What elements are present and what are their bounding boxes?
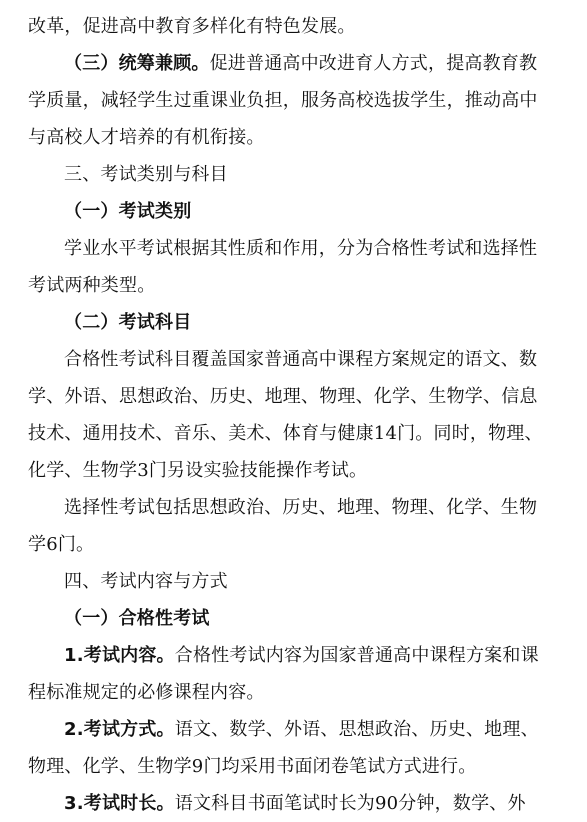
line-lead: （二）考试科目 [64, 312, 192, 333]
line-text: 语文、数学、外语、思想政治、历史、地理、 [174, 719, 539, 740]
line-text: 与高校人才培养的有机衔接。 [28, 127, 265, 148]
subsection-heading [28, 304, 580, 341]
paragraph-line [28, 674, 580, 711]
paragraph-line [28, 45, 580, 82]
line-lead: （一）合格性考试 [64, 608, 210, 629]
subsection-heading [28, 193, 580, 230]
paragraph-line [28, 785, 580, 822]
line-lead: 2.考试方式。 [64, 719, 175, 740]
line-text: 学、外语、思想政治、历史、地理、物理、化学、生物学、信息 [28, 386, 538, 407]
line-text: 促进普通高中改进育人方式，提高教育教 [209, 53, 538, 74]
section-heading [28, 563, 580, 600]
line-text: 语文科目书面笔试时长为90分钟，数学、外 [174, 793, 526, 814]
line-text: 物理、化学、生物学9门均采用书面闭卷笔试方式进行。 [28, 756, 477, 777]
paragraph-line [28, 378, 580, 415]
line-text: 合格性考试内容为国家普通高中课程方案和课 [174, 645, 539, 666]
paragraph-line [28, 637, 580, 674]
line-text: 三、考试类别与科目 [64, 164, 228, 185]
paragraph-line [28, 119, 580, 156]
line-text: 改革，促进高中教育多样化有特色发展。 [28, 16, 356, 37]
paragraph-line [28, 8, 580, 45]
paragraph-line [28, 82, 580, 119]
paragraph-line [28, 415, 580, 452]
line-text: 程标准规定的必修课程内容。 [28, 682, 265, 703]
line-text: 合格性考试科目覆盖国家普通高中课程方案规定的语文、数 [64, 349, 538, 370]
section-heading [28, 156, 580, 193]
paragraph-line [28, 267, 580, 304]
paragraph-line [28, 230, 580, 267]
line-text: 四、考试内容与方式 [64, 571, 228, 592]
paragraph-line [28, 748, 580, 785]
paragraph-line [28, 526, 580, 563]
paragraph-line [28, 452, 580, 489]
line-text: 考试两种类型。 [28, 275, 156, 296]
paragraph-line [28, 489, 580, 526]
paragraph-line [28, 341, 580, 378]
document-page [28, 8, 580, 822]
line-text: 学质量，减轻学生过重课业负担，服务高校选拔学生，推动高中 [28, 90, 538, 111]
line-text: 技术、通用技术、音乐、美术、体育与健康14门。同时，物理、 [28, 423, 543, 444]
line-text: 化学、生物学3门另设实验技能操作考试。 [28, 460, 368, 481]
line-lead: （三）统筹兼顾。 [64, 53, 210, 74]
line-lead: 3.考试时长。 [64, 793, 175, 814]
line-text: 学业水平考试根据其性质和作用，分为合格性考试和选择性 [64, 238, 538, 259]
line-text: 学6门。 [28, 534, 95, 555]
subsection-heading [28, 600, 580, 637]
line-lead: 1.考试内容。 [64, 645, 175, 666]
line-lead: （一）考试类别 [64, 201, 192, 222]
line-text: 选择性考试包括思想政治、历史、地理、物理、化学、生物 [64, 497, 538, 518]
paragraph-line [28, 711, 580, 748]
